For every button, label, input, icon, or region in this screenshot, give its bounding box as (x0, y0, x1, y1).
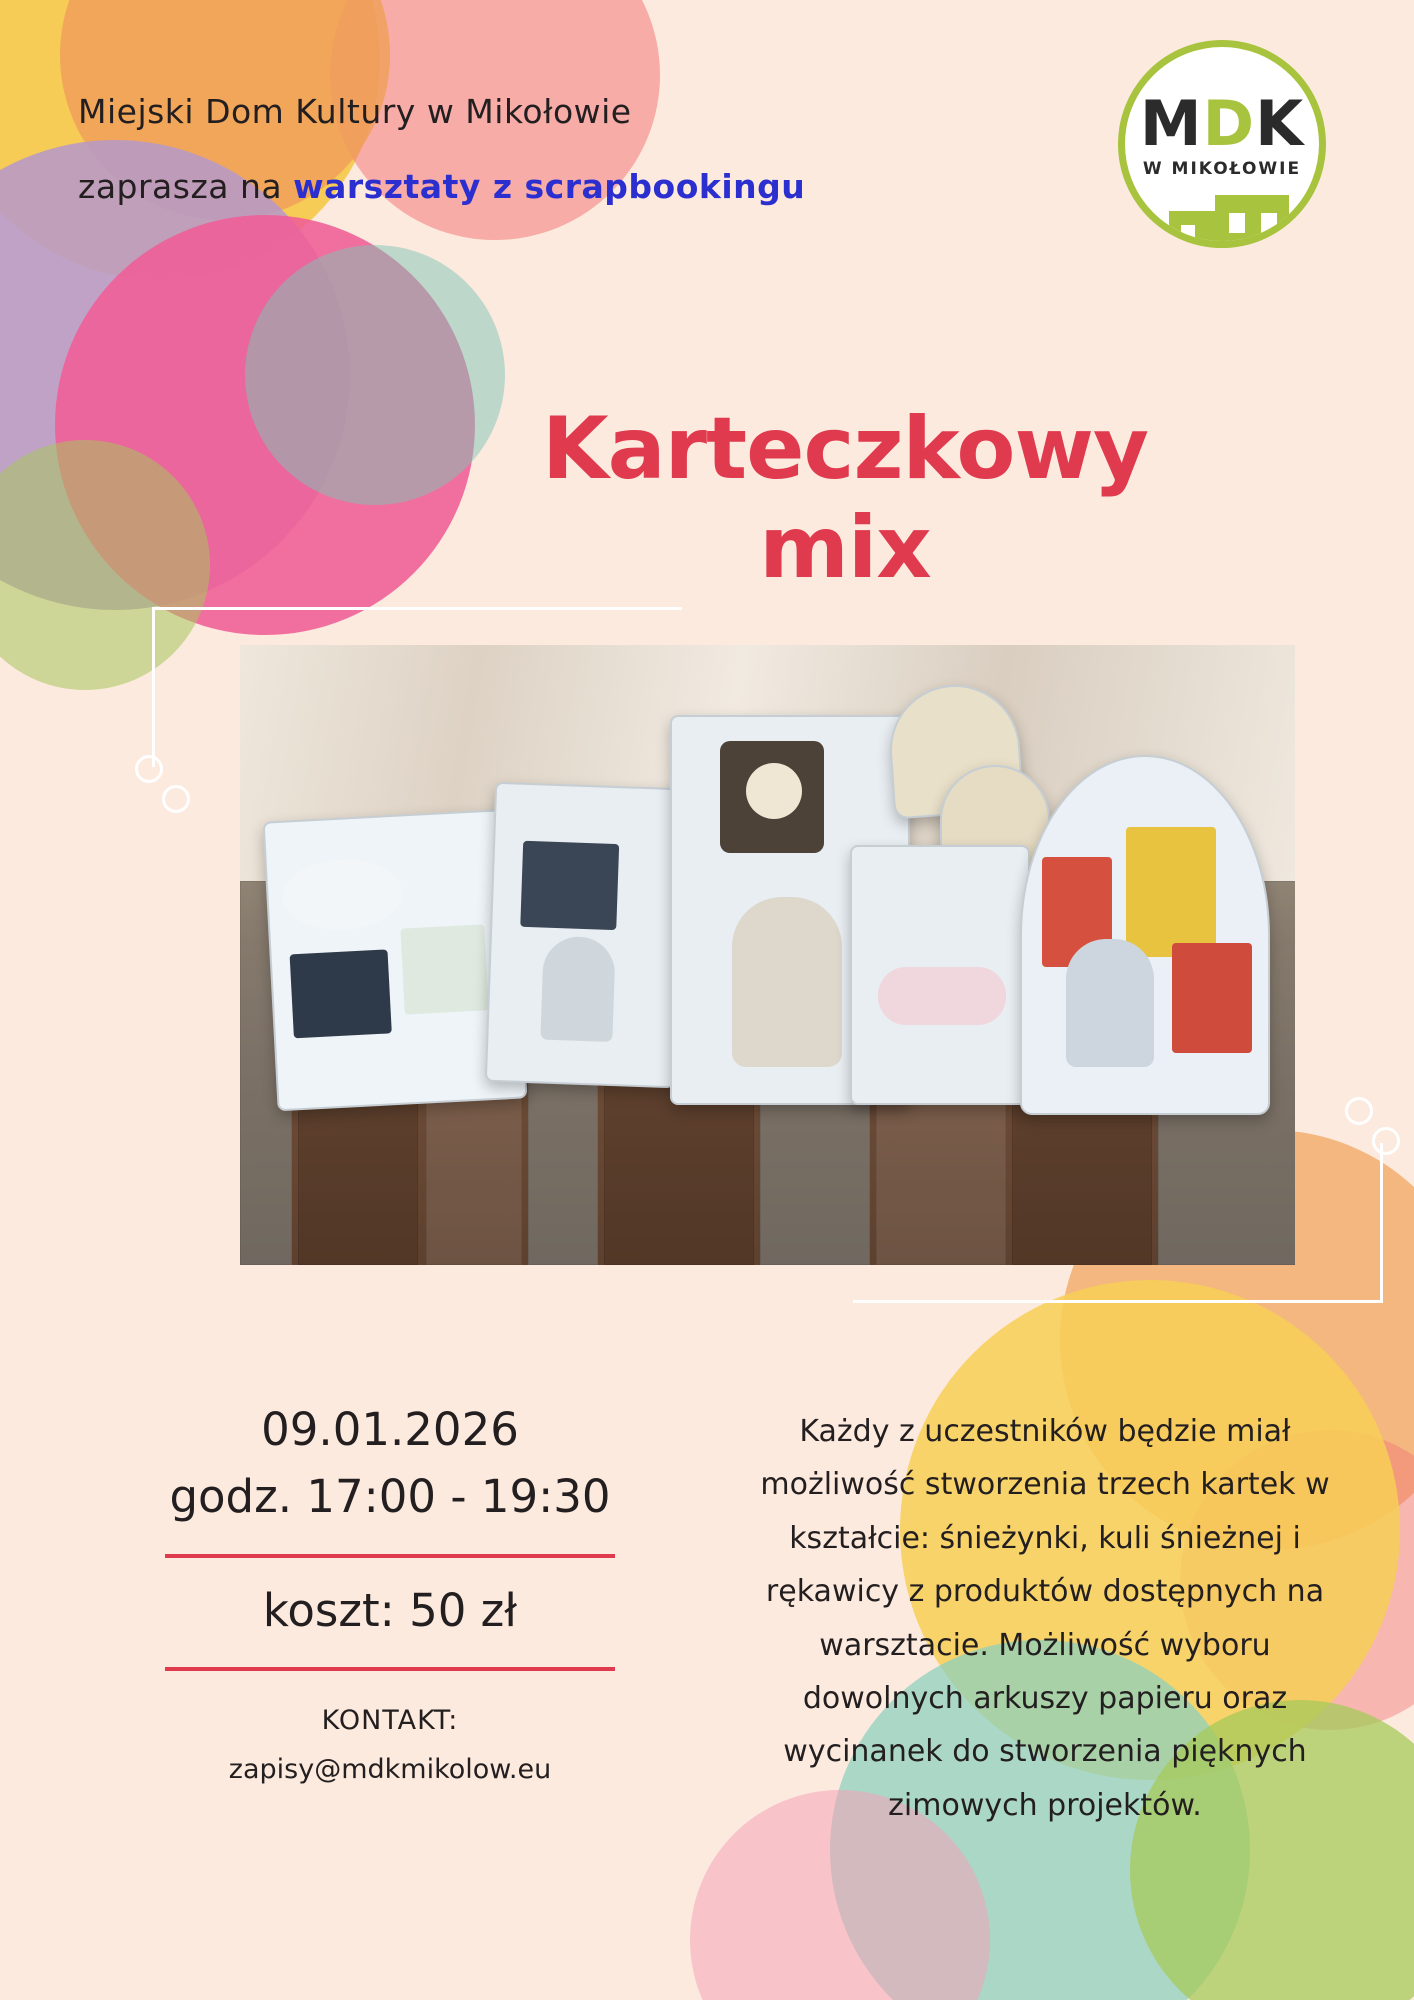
card-house-motif (520, 841, 619, 930)
workshop-photo (240, 645, 1295, 1265)
logo-letter-k: K (1255, 87, 1305, 160)
mdk-logo (1118, 40, 1326, 248)
frame-dot-d (1345, 1097, 1373, 1125)
divider-bottom (165, 1667, 615, 1671)
house-right-block (1215, 195, 1289, 248)
photo-scene (240, 645, 1295, 1265)
header-block (78, 92, 1078, 206)
logo-letter-m: M (1139, 87, 1203, 160)
event-details (130, 1400, 650, 1785)
house-window-3 (1261, 213, 1277, 233)
organizer-line: Miejski Dom Kultury w Mikołowie (78, 92, 632, 131)
card-figure-motif (732, 897, 842, 1067)
page-title (380, 400, 1310, 598)
house-window-2 (1229, 213, 1245, 233)
card-gnome (485, 782, 685, 1088)
contact-email[interactable]: zapisy@mdkmikolow.eu (228, 1753, 552, 1785)
invitation-line (78, 167, 1078, 206)
frame-corner-bottom-right (1253, 1143, 1383, 1303)
event-hours: godz. 17:00 - 19:30 (169, 1469, 611, 1523)
card-foliage-motif (400, 924, 488, 1014)
card-gnome-motif (540, 936, 616, 1042)
card-bow (850, 845, 1030, 1105)
card-snow-motif (281, 857, 404, 933)
title-line-2: mix (759, 497, 931, 598)
bow-motif (878, 967, 1006, 1025)
event-cost: koszt: 50 zł (262, 1583, 518, 1637)
photo-block (240, 645, 1295, 1265)
title-line-1: Karteczkowy (541, 399, 1149, 499)
logo-subtitle: W MIKOŁOWIE (1142, 159, 1302, 179)
card-house-motif (290, 949, 392, 1038)
clock-face (746, 763, 802, 819)
divider-top (165, 1554, 615, 1558)
frame-dot-b (162, 785, 190, 813)
logo-letters (1125, 87, 1319, 160)
house-red-motif-2 (1172, 943, 1252, 1053)
frame-dot-c (1372, 1127, 1400, 1155)
invitation-prefix: zaprasza na (78, 167, 294, 206)
frame-dot-a (135, 755, 163, 783)
contact-label: KONTAKT: (321, 1704, 459, 1736)
event-description: Każdy z uczestników będzie miał możliwość stworzenia trzech kartek w kształcie: śnieżynki, kuli śnieżnej i rękawicy z produktów dostępnych na warsztacie. Możliwość wyboru dowolnych arkuszy papieru oraz wycinanek do stworzenia pięknych zimowych projektów. (760, 1414, 1330, 1823)
house-icon (1169, 189, 1289, 248)
workshop-name: warsztaty z scrapbookingu (293, 167, 806, 206)
child-figure-motif (1066, 939, 1154, 1067)
card-snow-globe (1020, 755, 1270, 1115)
house-window-1 (1181, 225, 1195, 243)
house-yellow-motif (1126, 827, 1216, 957)
event-date: 09.01.2026 (261, 1403, 519, 1456)
logo-letter-d: D (1202, 87, 1256, 160)
